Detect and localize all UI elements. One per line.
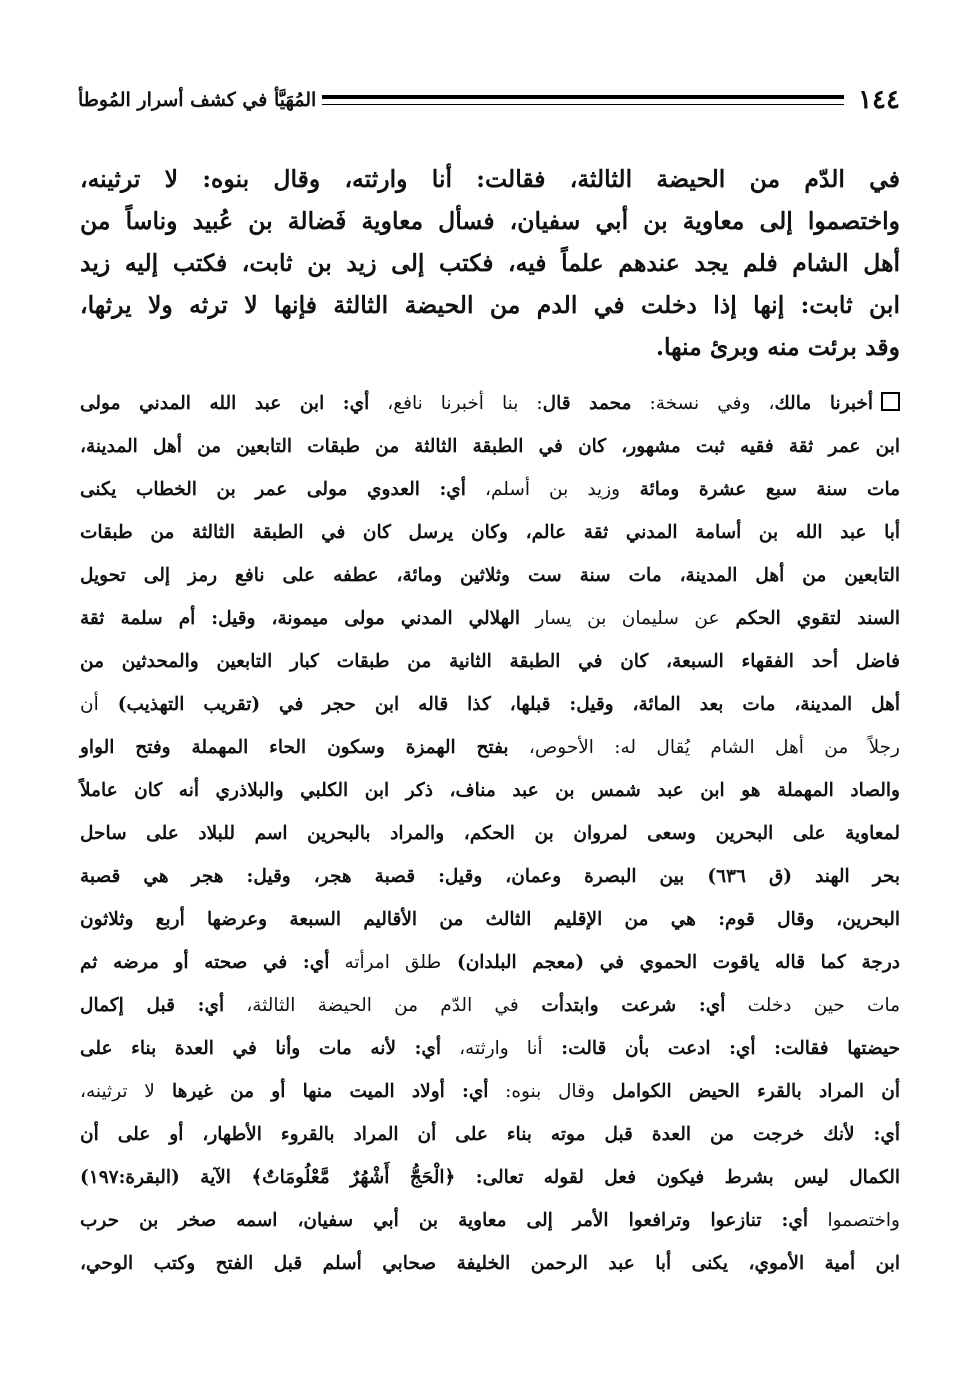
commentary-bold-text: أي: لأنه مات وأنا في العدة بناء على — [80, 1038, 442, 1059]
commentary-bold-text: بفتح الهمزة وسكون الحاء المهملة وفتح الواو — [80, 737, 509, 758]
commentary-bold-text: أخبرنا مالك — [774, 393, 873, 414]
commentary-bold-text: لمعاوية على البحرين وسعى لمروان بن الحكم، والمراد بالبحرين اسم للبلاد على ساحل — [80, 823, 900, 844]
commentary-line — [80, 1160, 900, 1203]
commentary-text: : بنا أخبرنا نافع، — [369, 393, 543, 414]
main-text-line: واختصموا إلى معاوية بن أبي سفيان، فسأل معاوية فَضالة بن عُبيد وناساً من — [80, 207, 900, 235]
main-text — [80, 158, 900, 368]
commentary-text: أن — [80, 694, 99, 715]
commentary-bold-text: أي: شرعت وابتدأت — [518, 995, 726, 1016]
commentary-text: عن سليمان بن يسار — [520, 608, 720, 629]
commentary-bold-text: الكمال ليس بشرط فيكون فعل لقوله تعالى: ﴿الْحَجُّ أَشْهُرٌ مَّعْلُومَاتٌ﴾ الآية (البقرة:١٩٧) — [80, 1167, 900, 1188]
commentary-text: واختصموا — [808, 1210, 900, 1231]
commentary-bold-text: والصاد المهملة هو ابن عبد شمس بن عبد مناف، ذكر ابن الكلبي والبلاذري أنه كان عاملاً — [80, 780, 900, 801]
commentary-line — [80, 816, 900, 859]
square-marker-icon — [881, 392, 900, 411]
commentary-bold-text: فاضل أحد الفقهاء السبعة، كان في الطبقة الثانية من طبقات كبار التابعين والمحدثين من — [80, 651, 900, 672]
commentary-text: أنا وارثته، — [441, 1038, 543, 1059]
header-rule — [322, 95, 844, 105]
commentary-bold-text: أبا عبد الله بن أسامة المدني ثقة عالم، وكان يرسل كان في الطبقة الثالثة من طبقات — [80, 522, 900, 543]
book-title: المُهَيَّأ في كشف أسرار المُوطأ — [78, 89, 317, 111]
page-number: ١٤٤ — [858, 85, 900, 115]
commentary-line — [80, 773, 900, 816]
main-text-line: وقد برئت منه وبرئ منها. — [655, 333, 900, 361]
commentary-line — [80, 730, 900, 773]
commentary-text: لا ترثينه، — [80, 1081, 155, 1102]
commentary-bold-text: الهلالي المدني مولى ميمونة، وقيل: أم سلمة ثقة — [80, 608, 520, 629]
commentary-text: في الدّم من الحيضة الثالثة، — [224, 995, 519, 1016]
commentary-line — [80, 1246, 900, 1289]
commentary — [80, 386, 900, 1289]
running-header — [78, 82, 900, 118]
commentary-line — [80, 687, 900, 730]
commentary-bold-text: أي: قبل إكمال — [80, 995, 225, 1016]
main-text-line: أهل الشام فلم يجد عندهم علماً فيه، فكتب إلى زيد بن ثابت، فكتب إليه زيد — [80, 249, 900, 277]
commentary-line — [80, 429, 900, 472]
commentary-line — [80, 1031, 900, 1074]
commentary-line — [80, 988, 900, 1031]
commentary-text: مات حين دخلت — [725, 995, 900, 1016]
commentary-text: ، وفي نسخة: — [631, 393, 775, 414]
commentary-line — [80, 1074, 900, 1117]
commentary-line — [80, 386, 900, 429]
commentary-line — [80, 1117, 900, 1160]
commentary-line — [80, 902, 900, 945]
commentary-text: رجلاً من أهل الشام يُقال له: الأحوص، — [508, 737, 900, 758]
main-text-line: ابن ثابت: إنها إذا دخلت في الدم من الحيضة الثالثة فإنها لا ترثه ولا يرثها، — [80, 291, 900, 319]
commentary-line — [80, 472, 900, 515]
commentary-bold-text: ابن عمر ثقة فقيه ثبت مشهور، كان في الطبقة الثالثة من طبقات التابعين من أهل المدينة، — [80, 436, 900, 457]
commentary-bold-text: محمد قال — [542, 393, 632, 414]
commentary-text: وقال بنوه: — [488, 1081, 595, 1102]
commentary-bold-text: درجة كما قاله ياقوت الحموي في (معجم البلدان) — [441, 952, 900, 973]
commentary-line — [80, 515, 900, 558]
commentary-bold-text: البحرين، وقال قوم: هي من الإقليم الثالث من الأقاليم السبعة وعرضها أربع وثلاثون — [80, 909, 900, 930]
commentary-bold-text: أن المراد بالقرء الحيض الكوامل — [594, 1081, 901, 1102]
commentary-bold-text: أي: في صحته أو مرضه ثم — [80, 952, 330, 973]
commentary-bold-text: أي: تنازعوا وترافعوا الأمر إلى معاوية بن أبي سفيان، اسمه صخر بن حرب — [80, 1210, 808, 1231]
commentary-bold-text: أي: العدوي مولى عمر بن الخطاب يكنى — [80, 479, 466, 500]
commentary-bold-text: أي: لأنك خرجت من العدة قبل موته بناء على أن المراد بالقروء الأطهار، أو على أن — [80, 1124, 900, 1145]
commentary-bold-text: التابعين من أهل المدينة، مات سنة ست وثلاثين ومائة، عطفه على نافع رمز إلى تحويل — [80, 565, 900, 586]
commentary-line — [80, 558, 900, 601]
commentary-line — [80, 859, 900, 902]
commentary-bold-text: حيضتها فقالت: أي: ادعت بأن قالت: — [542, 1038, 901, 1059]
commentary-line — [80, 1203, 900, 1246]
commentary-bold-text: أي: ابن عبد الله المدني مولى — [80, 393, 370, 414]
commentary-text: وزيد بن أسلم، — [465, 479, 621, 500]
commentary-bold-text: ابن أمية الأموي، يكنى أبا عبد الرحمن الخليفة صحابي أسلم قبل الفتح وكتب الوحي، — [80, 1253, 900, 1274]
commentary-bold-text: أي: أولاد الميت منها أو من غيرها — [154, 1081, 489, 1102]
commentary-bold-text: السند لتقوي الحكم — [719, 608, 900, 629]
commentary-bold-text: مات سنة سبع عشرة ومائة — [620, 479, 900, 500]
commentary-line — [80, 601, 900, 644]
commentary-text: طلق امرأته — [329, 952, 442, 973]
commentary-bold-text: أهل المدينة، مات بعد المائة، وقيل: قبلها، كذا قاله ابن حجر في (تقريب التهذيب) — [98, 694, 900, 715]
commentary-line — [80, 644, 900, 687]
commentary-bold-text: بحر الهند (ق ٦٣٦) بين البصرة وعمان، وقيل: قصبة هجر، وقيل: هجر هي قصبة — [80, 866, 900, 887]
main-text-line: في الدّم من الحيضة الثالثة، فقالت: أنا وارثته، وقال بنوه: لا ترثينه، — [80, 165, 900, 193]
commentary-line — [80, 945, 900, 988]
